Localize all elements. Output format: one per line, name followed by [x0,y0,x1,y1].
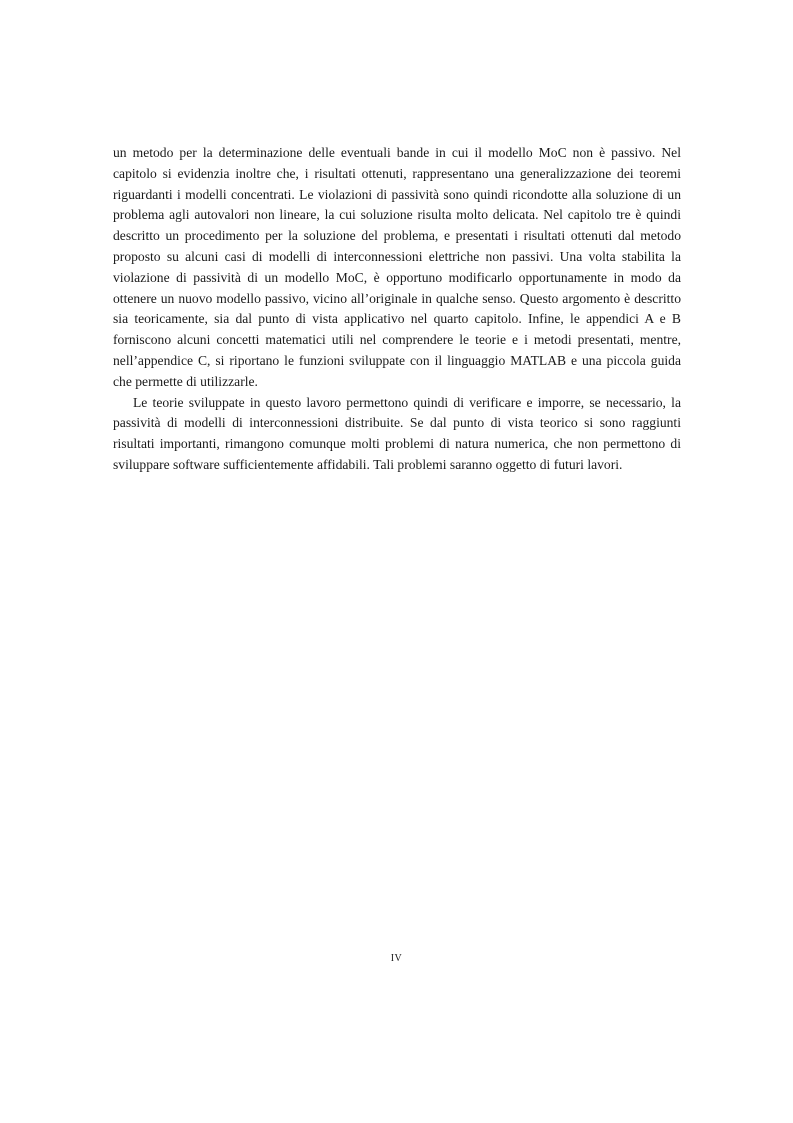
paragraph-1: un metodo per la determinazione delle eventuali bande in cui il modello MoC non è passivo. Nel capitolo si evidenzia inoltre che, i risultati ottenuti, rappresentano una generalizzazione dei teoremi riguardanti i modelli concentrati. Le violazioni di passività sono quindi ricondotte alla soluzione di un problema agli autovalori non lineare, la cui soluzione risulta molto delicata. Nel capitolo tre è quindi descritto un procedimento per la soluzione del problema, e presentati i risultati ottenuti dal metodo proposto su alcuni casi di modelli di interconnessioni elettriche non passivi. Una volta stabilita la violazione di passività di un modello MoC, è opportuno modificarlo opportunamente in modo da ottenere un nuovo modello passivo, vicino all’originale in qualche senso. Questo argomento è descritto sia teoricamente, sia dal punto di vista applicativo nel quarto capitolo. Infine, le appendici A e B forniscono alcuni concetti matematici utili nel comprendere le teorie e i metodi presentati, mentre, nell’appendice C, si riportano le funzioni sviluppate con il linguaggio MATLAB e una piccola guida che permette di utilizzarle. [113,145,681,389]
paragraph-2: Le teorie sviluppate in questo lavoro permettono quindi di verificare e imporre, se necessario, la passività di modelli di interconnessioni distribuite. Se dal punto di vista teorico si sono raggiunti risultati importanti, rimangono comunque molti problemi di natura numerica, che non permettono di sviluppare software sufficientemente affidabili. Tali problemi saranno oggetto di futuri lavori. [113,394,681,472]
body-text [113,143,681,476]
page-number: IV [390,953,403,964]
